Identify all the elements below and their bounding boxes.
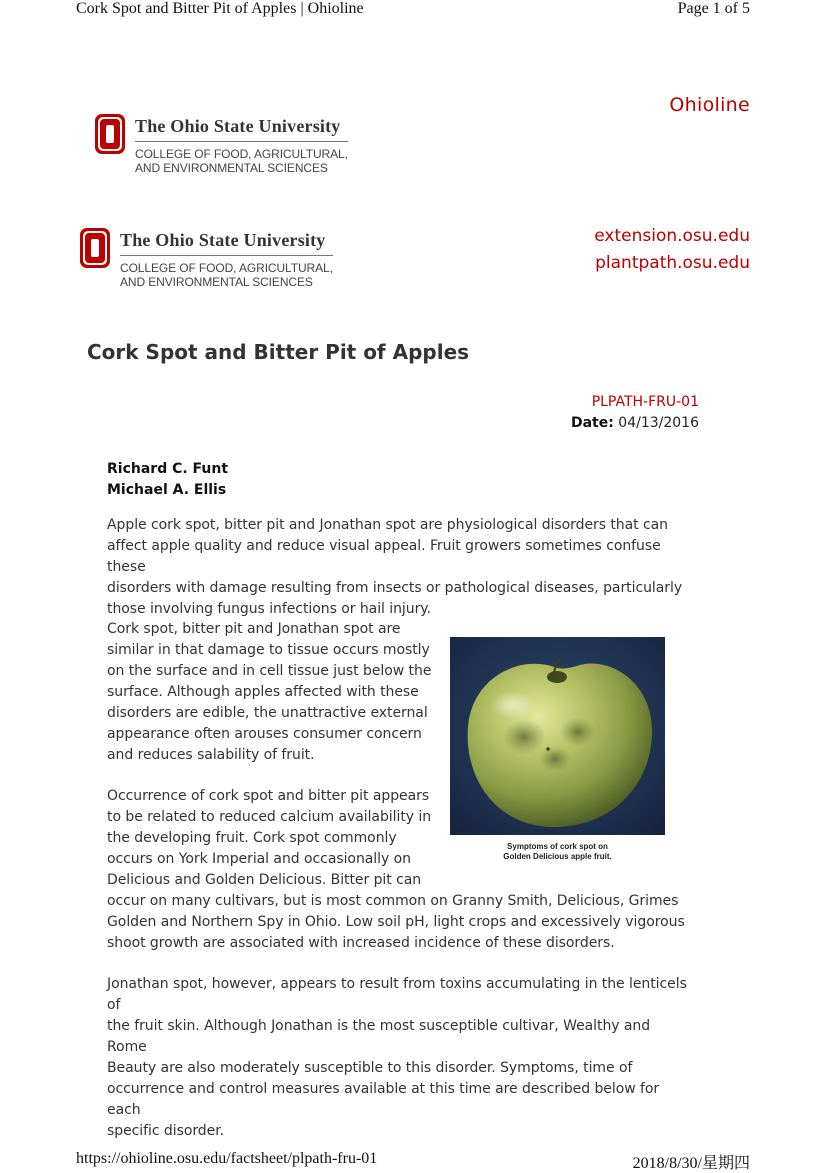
text-line: on the surface and in cell tissue just below the xyxy=(107,663,432,679)
text-line: the fruit skin. Although Jonathan is the most susceptible cultivar, Wealthy and Rome xyxy=(107,1018,651,1055)
osu-logo-top[interactable] xyxy=(95,114,348,175)
date-label: Date: xyxy=(570,415,614,431)
figure-cork-spot xyxy=(450,637,665,862)
text-line: specific disorder. xyxy=(107,1123,225,1139)
print-header-title: Cork Spot and Bitter Pit of Apples | Ohioline xyxy=(76,0,364,17)
article-date: 04/13/2016 xyxy=(618,415,699,431)
text-line: and reduces salability of fruit. xyxy=(107,747,315,763)
text-line: Beauty are also moderately susceptible to this disorder. Symptoms, time of xyxy=(107,1060,633,1076)
text-line: Cork spot, bitter pit and Jonathan spot are xyxy=(107,621,401,637)
text-line: similar in that damage to tissue occurs mostly xyxy=(107,642,430,658)
author-list xyxy=(107,459,228,501)
text-line: to be related to reduced calcium availability in xyxy=(107,809,432,825)
block-o-logo-icon xyxy=(95,114,125,154)
text-line: Apple cork spot, bitter pit and Jonathan spot are physiological disorders that can xyxy=(107,517,669,533)
apple-photo[interactable] xyxy=(450,637,665,835)
print-header-page: Page 1 of 5 xyxy=(677,0,750,17)
extension-link[interactable]: extension.osu.edu xyxy=(594,226,750,246)
osu-logo-secondary[interactable] xyxy=(80,228,333,289)
fact-sheet-code: PLPATH-FRU-01 xyxy=(591,394,699,410)
print-footer-url: https://ohioline.osu.edu/factsheet/plpath-fru-01 xyxy=(76,1150,378,1167)
figure-caption xyxy=(450,842,665,862)
text-line: disorders are edible, the unattractive external xyxy=(107,705,428,721)
college-line-2: AND ENVIRONMENTAL SCIENCES xyxy=(120,275,313,289)
text-line: occur on many cultivars, but is most common on Granny Smith, Delicious, Grimes xyxy=(107,893,679,909)
text-line: disorders with damage resulting from insects or pathological diseases, particularly xyxy=(107,580,683,596)
college-line-1: COLLEGE OF FOOD, AGRICULTURAL, xyxy=(135,147,348,161)
caption-line: Golden Delicious apple fruit. xyxy=(503,852,612,861)
paragraph-intro xyxy=(107,515,689,620)
paragraph-jonathan-spot xyxy=(107,974,689,1142)
text-line: Occurrence of cork spot and bitter pit appears xyxy=(107,788,430,804)
article-meta xyxy=(571,392,699,434)
article-title: Cork Spot and Bitter Pit of Apples xyxy=(87,340,470,364)
text-line: Delicious and Golden Delicious. Bitter pit can xyxy=(107,872,422,888)
text-line: surface. Although apples affected with these xyxy=(107,684,419,700)
text-line: Jonathan spot, however, appears to result from toxins accumulating in the lenticels of xyxy=(107,976,687,1013)
text-line: shoot growth are associated with increased incidence of these disorders. xyxy=(107,935,615,951)
block-o-logo-icon xyxy=(80,228,110,268)
print-footer-date: 2018/8/30/星期四 xyxy=(632,1155,750,1172)
text-line: Golden and Northern Spy in Ohio. Low soil pH, light crops and excessively vigorous xyxy=(107,914,685,930)
text-line: those involving fungus infections or hail injury. xyxy=(107,601,431,617)
caption-line: Symptoms of cork spot on xyxy=(507,842,608,851)
text-line: occurrence and control measures available at this time are described below for each xyxy=(107,1081,660,1118)
text-line: appearance often arouses consumer concern xyxy=(107,726,422,742)
site-name-link[interactable]: Ohioline xyxy=(669,94,750,116)
author-name: Richard C. Funt xyxy=(107,461,229,477)
university-name: The Ohio State University xyxy=(120,230,333,256)
college-line-2: AND ENVIRONMENTAL SCIENCES xyxy=(135,161,328,175)
college-line-1: COLLEGE OF FOOD, AGRICULTURAL, xyxy=(120,261,333,275)
text-line: occurs on York Imperial and occasionally on xyxy=(107,851,411,867)
extension-links xyxy=(594,223,750,277)
plantpath-link[interactable]: plantpath.osu.edu xyxy=(595,253,750,273)
university-name: The Ohio State University xyxy=(135,116,348,142)
author-name: Michael A. Ellis xyxy=(107,482,227,498)
text-line: the developing fruit. Cork spot commonly xyxy=(107,830,397,846)
text-line: affect apple quality and reduce visual appeal. Fruit growers sometimes confuse these xyxy=(107,538,661,575)
